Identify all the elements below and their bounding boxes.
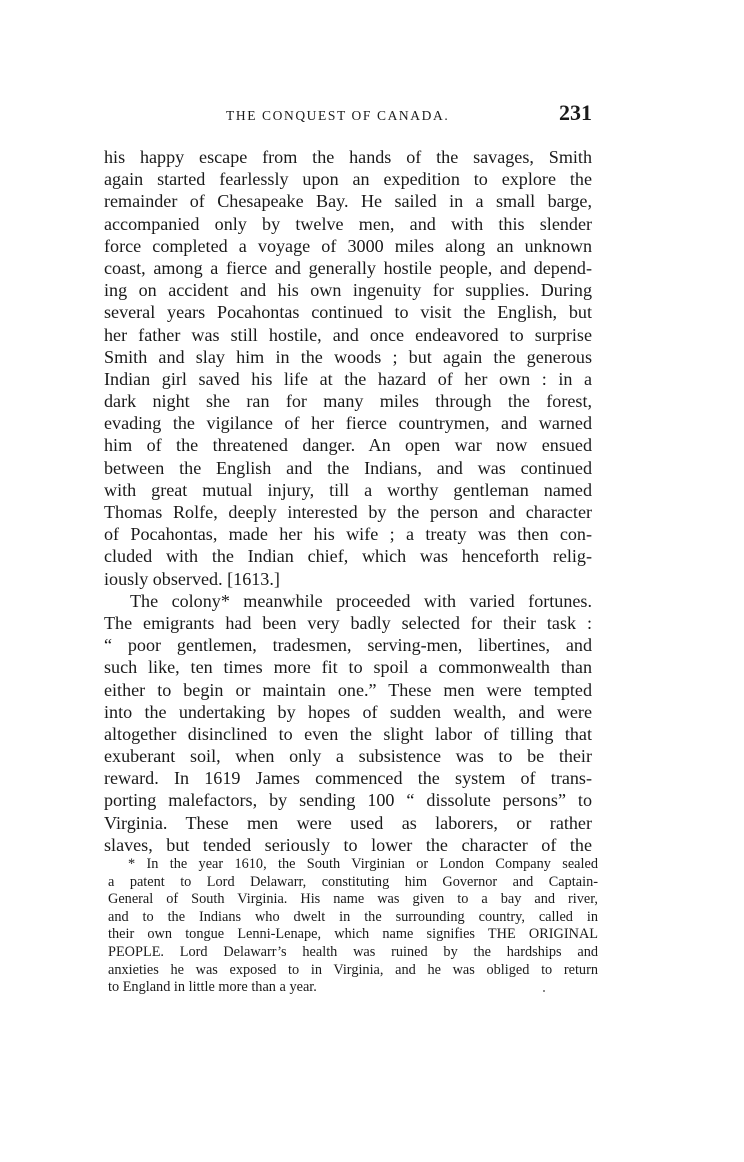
text-line: his happy escape from the hands of the savages, Smith <box>104 147 592 167</box>
body-text <box>104 146 592 856</box>
text-line: into the undertaking by hopes of sudden wealth, and were <box>104 701 592 722</box>
text-line: force completed a voyage of 3000 miles along an unknown <box>104 235 592 256</box>
text-line: exuberant soil, when only a subsistence was to be their <box>104 746 592 767</box>
text-line: accompanied only by twelve men, and with this slender <box>104 213 592 234</box>
page-header <box>104 100 592 130</box>
text-line: coast, among a fierce and generally hostile people, and depend- <box>104 257 592 278</box>
text-line: again started fearlessly upon an expedition to explore the <box>104 169 592 190</box>
text-line: with great mutual injury, till a worthy gentleman named <box>104 479 592 500</box>
text-line: remainder of Chesapeake Bay. He sailed in a small barge, <box>104 191 592 212</box>
text-line: either to begin or maintain one.” These men were tempted <box>104 679 592 700</box>
text-line: altogether disinclined to even the slight labor of tilling that <box>104 723 592 744</box>
text-line: Thomas Rolfe, deeply interested by the person and character <box>104 502 592 522</box>
footnote-line: anxieties he was exposed to in Virginia, and he was obliged to return <box>108 961 598 978</box>
text-line: between the English and the Indians, and was continued <box>104 457 592 478</box>
footnote-line: PEOPLE. Lord Delawarr’s health was ruined by the hardships and <box>108 943 598 960</box>
text-line: several years Pocahontas continued to visit the English, but <box>104 302 592 323</box>
text-line: The emigrants had been very badly selected for their task : <box>104 612 592 633</box>
text-line: iously observed. [1613.] <box>104 568 280 589</box>
text-line: of Pocahontas, made her his wife ; a treaty was then con- <box>104 524 592 545</box>
text-line: cluded with the Indian chief, which was henceforth relig- <box>104 546 592 567</box>
text-line: “ poor gentlemen, tradesmen, serving-men, libertines, and <box>104 635 592 656</box>
text-line: her father was still hostile, and once endeavored to surprise <box>104 324 592 345</box>
footnote-line: to England in little more than a year. <box>108 979 317 996</box>
text-line: dark night she ran for many miles through the forest, <box>104 391 592 412</box>
text-line: Virginia. These men were used as laborers, or rather <box>104 812 592 833</box>
print-speck <box>543 990 545 992</box>
footnote-line: and to the Indians who dwelt in the surrounding country, called in <box>108 908 598 925</box>
footnote-line: their own tongue Lenni-Lenape, which name signifies THE ORIGINAL <box>108 926 598 943</box>
text-line: evading the vigilance of her fierce countrymen, and warned <box>104 413 592 434</box>
text-line: Smith and slay him in the woods ; but again the generous <box>104 346 592 367</box>
running-title: THE CONQUEST OF CANADA. <box>226 108 450 123</box>
text-line: porting malefactors, by sending 100 “ dissolute persons” to <box>104 790 592 811</box>
text-line: ing on accident and his own ingenuity for supplies. During <box>104 280 592 301</box>
text-line: slaves, but tended seriously to lower the character of the <box>104 834 592 855</box>
footnote-line: General of South Virginia. His name was given to a bay and river, <box>108 891 598 908</box>
text-line: reward. In 1619 James commenced the system of trans- <box>104 768 592 789</box>
footnote <box>108 856 598 997</box>
footnote-line: * In the year 1610, the South Virginian or London Company sealed <box>128 856 598 872</box>
footnote-line: a patent to Lord Delawarr, constituting him Governor and Captain- <box>108 873 598 890</box>
text-line: him of the threatened danger. An open war now ensued <box>104 435 592 456</box>
page-number: 231 <box>559 100 592 125</box>
text-line: Indian girl saved his life at the hazard of her own : in a <box>104 368 592 389</box>
text-line: The colony* meanwhile proceeded with varied fortunes. <box>130 590 592 611</box>
text-line: such like, ten times more fit to spoil a commonwealth than <box>104 657 592 678</box>
